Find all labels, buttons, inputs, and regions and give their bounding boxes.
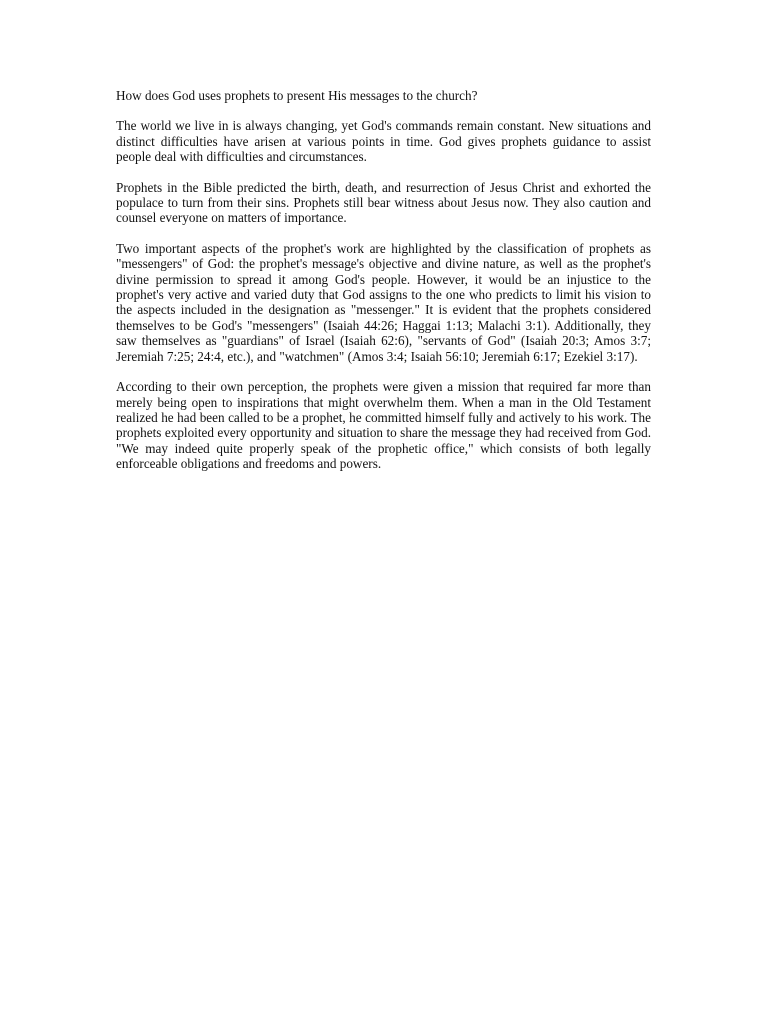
paragraph-messengers: Two important aspects of the prophet's work are highlighted by the classification of prophets as "messengers" of God: the prophet's message's objective and divine nature, as well as the prophet's divine permission to spread it among God's people. However, it would be an injustice to the prophet's very active and varied duty that God assigns to the one who predicts to limit his vision to the aspects included in the designation as "messenger." It is evident that the prophets considered themselves to be God's "messengers" (Isaiah 44:26; Haggai 1:13; Malachi 3:1). Additionally, they saw themselves as "guardians" of Israel (Isaiah 62:6), "servants of God" (Isaiah 20:3; Amos 3:7; Jeremiah 7:25; 24:4, etc.), and "watchmen" (Amos 3:4; Isaiah 56:10; Jeremiah 6:17; Ezekiel 3:17).	[116, 240, 651, 364]
paragraph-intro: The world we live in is always changing, yet God's commands remain constant. New situations and distinct difficulties have arisen at various points in time. God gives prophets guidance to assist people deal with difficulties and circumstances.	[116, 118, 651, 165]
document-body	[116, 88, 651, 487]
question-heading: How does God uses prophets to present His messages to the church?	[116, 88, 478, 103]
paragraph-prophets-bible: Prophets in the Bible predicted the birth, death, and resurrection of Jesus Christ and exhorted the populace to turn from their sins. Prophets still bear witness about Jesus now. They also caution and counsel everyone on matters of importance.	[116, 179, 651, 226]
paragraph-perception: According to their own perception, the prophets were given a mission that required far more than merely being open to inspirations that might overwhelm them. When a man in the Old Testament realized he had been called to be a prophet, he committed himself fully and actively to his work. The prophets exploited every opportunity and situation to share the message they had received from God. "We may indeed quite properly speak of the prophetic office," which consists of both legally enforceable obligations and freedoms and powers.	[116, 379, 651, 472]
